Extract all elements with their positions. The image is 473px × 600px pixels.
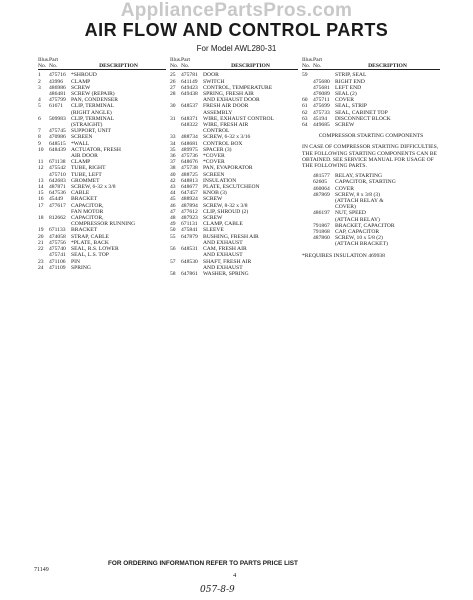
part-number: 648537: [181, 103, 198, 110]
part-number: 43996: [49, 78, 63, 85]
part-number: 471109: [49, 264, 66, 271]
part-description: STRIP, SEAL: [335, 72, 367, 79]
illus-number: 58: [170, 270, 176, 277]
illus-number: 15: [38, 190, 44, 197]
part-number: 647861: [181, 270, 198, 277]
part-number: 671131: [181, 221, 198, 228]
part-number: 487923: [181, 215, 198, 222]
part-description: NUT, SPEED: [335, 210, 366, 217]
part-number: 475699: [313, 103, 330, 110]
part-number: 791867: [313, 222, 330, 229]
illus-number: 64: [302, 122, 308, 129]
header-no: No.: [38, 63, 47, 70]
part-number: 475741: [49, 252, 66, 259]
part-description: BRACKET: [71, 196, 98, 203]
illus-number: 12: [38, 165, 44, 172]
illus-number: 18: [38, 215, 44, 222]
part-description: INSULATION: [203, 177, 237, 184]
part-description: SHAFT, FRESH AIR: [203, 258, 252, 265]
illus-number: 23: [38, 258, 44, 265]
part-description: *PLATE, BACK: [71, 239, 109, 246]
illus-number: 27: [170, 84, 176, 91]
part-number: [313, 241, 335, 247]
part-description: CAPACITOR,: [71, 202, 104, 209]
part-number: 474058: [49, 233, 66, 240]
illus-number: 21: [38, 239, 44, 246]
parts-list: [170, 72, 298, 277]
part-number: 475740: [49, 246, 66, 253]
illus-number: 6: [38, 115, 41, 122]
part-description: PAN, CONDENSER: [71, 97, 119, 104]
part-description: *COVER: [203, 153, 225, 160]
illus-number: 13: [38, 177, 44, 184]
part-description: CLIP, SHROUD (2): [203, 208, 249, 215]
part-description: GROMMET: [71, 177, 100, 184]
part-description: CLAMP: [71, 78, 91, 85]
part-description: AND EXHAUST DOOR: [203, 97, 260, 104]
part-description: STRAP, CABLE: [71, 233, 109, 240]
part-number: 475710: [49, 171, 66, 178]
part-description: *COVER: [203, 159, 225, 166]
part-description: AIR DOOR: [71, 153, 98, 160]
part-number: 475738: [181, 165, 198, 172]
part-number: 487871: [49, 184, 66, 191]
part-description: COVER: [335, 97, 354, 104]
part-description: SCREEN: [71, 134, 93, 141]
part-description: CLAMP: [71, 159, 91, 166]
part-number: 477612: [181, 208, 198, 215]
part-number: 812662: [49, 215, 66, 222]
part-number: 460064: [313, 185, 330, 192]
part-description: (ATTACH RELAY &: [335, 198, 384, 205]
part-number: 470986: [49, 134, 66, 141]
part-description: PLATE, ESCUTCHEON: [203, 184, 260, 191]
header-part: Part: [313, 57, 323, 63]
illus-number: 56: [170, 246, 176, 253]
header-description: DESCRIPTION: [99, 63, 138, 70]
part-number: 648531: [181, 246, 198, 253]
part-number: 475681: [313, 84, 330, 91]
part-number: 647536: [49, 190, 66, 197]
part-description: WIRE, EXHAUST CONTROL: [203, 115, 274, 122]
watermark: AppliancePartsPros.com: [120, 0, 353, 21]
illus-number: 42: [170, 177, 176, 184]
illus-number: 36: [170, 153, 176, 160]
part-description: CLIP, TERMINAL: [71, 115, 115, 122]
part-description: RELAY, STARTING: [335, 173, 383, 180]
part-number: 642683: [49, 177, 66, 184]
part-number: 45449: [49, 196, 63, 203]
part-number: 648371: [181, 115, 198, 122]
header-part: Part: [49, 57, 59, 63]
illus-number: 37: [170, 159, 176, 166]
part-number: 475711: [313, 97, 330, 104]
illus-number: 40: [170, 171, 176, 178]
part-number: 648530: [181, 258, 198, 265]
illus-number: 5: [38, 103, 41, 110]
part-number: 449685: [313, 122, 330, 129]
part-description: (RIGHT ANGLE): [71, 109, 112, 116]
part-description: FRESH AIR DOOR: [203, 103, 249, 110]
illus-number: 17: [38, 202, 44, 209]
part-description: ACTUATOR, FRESH: [71, 146, 121, 153]
part-description: AND EXHAUST: [203, 264, 243, 271]
part-row: [38, 265, 166, 271]
part-description: SCREW: [203, 196, 223, 203]
part-number: 475680: [313, 78, 330, 85]
illus-number: 7: [38, 128, 41, 135]
part-description: CAPACITOR,: [71, 215, 104, 222]
part-description: CAM, FRESH AIR: [203, 246, 247, 253]
part-number: 45194: [313, 115, 327, 122]
part-number: 648515: [49, 140, 66, 147]
part-description: SUPPORT, UNIT: [71, 128, 111, 135]
part-description: BUSHING, FRESH AIR: [203, 233, 259, 240]
part-description: *SHROUD: [71, 72, 97, 79]
compressor-parts-list: [302, 173, 440, 247]
illus-number: 26: [170, 78, 176, 85]
part-description: CONTROL BOX: [203, 140, 243, 147]
part-number: 648677: [181, 184, 198, 191]
part-description: SCREEN: [203, 171, 225, 178]
illus-number: 30: [170, 103, 176, 110]
part-number: 648813: [181, 177, 198, 184]
part-description: LEFT END: [335, 84, 362, 91]
illus-number: 9: [38, 140, 41, 147]
part-description: (STRAIGHT): [71, 122, 103, 129]
illus-number: 47: [170, 208, 176, 215]
part-number: 648439: [49, 146, 66, 153]
illus-number: 31: [170, 115, 176, 122]
part-number: 671133: [49, 227, 66, 234]
part-number: 486481: [49, 91, 66, 98]
illus-number: 1: [38, 72, 41, 79]
part-description: SCREW, 10 x 5/8 (2): [335, 235, 383, 242]
part-description: SCREW: [71, 84, 91, 91]
illus-number: 19: [38, 227, 44, 234]
part-number: 647879: [181, 233, 198, 240]
part-description: SPRING: [71, 264, 91, 271]
illus-number: 28: [170, 91, 176, 98]
parts-list: [38, 72, 166, 271]
part-number: 61671: [49, 103, 63, 110]
part-description: ASSEMBLY: [203, 109, 233, 116]
illus-number: 10: [38, 146, 44, 153]
illus-number: 62: [302, 109, 308, 116]
insulation-footnote: *REQUIRES INSULATION 469938: [302, 252, 385, 259]
part-row: [302, 122, 440, 128]
part-number: 475733: [313, 109, 330, 116]
part-number: 648676: [181, 159, 198, 166]
part-description: (ATTACH RELAY): [335, 216, 380, 223]
parts-column-3: [302, 57, 440, 259]
part-description: CABLE: [71, 190, 90, 197]
part-description: SEAL, STRIP: [335, 103, 368, 110]
page-title: AIR FLOW AND CONTROL PARTS: [84, 20, 389, 40]
illus-number: 25: [170, 72, 176, 79]
part-number: 648322: [181, 122, 198, 129]
part-description: FAN MOTOR: [71, 208, 104, 215]
header-part: Part: [181, 57, 191, 63]
part-description: SLEEVE: [203, 227, 224, 234]
header-row-2: [170, 63, 298, 70]
illus-number: 11: [38, 159, 44, 166]
header-illus: Illus.: [38, 57, 50, 63]
illus-number: 44: [170, 190, 176, 197]
part-number: 649438: [181, 91, 198, 98]
part-description: CAP, CAPACITOR: [335, 229, 380, 236]
header-no: No.: [170, 63, 179, 70]
part-number: 475841: [181, 227, 198, 234]
part-description: SEAL, L.S. TOP: [71, 252, 109, 259]
illus-number: 63: [302, 115, 308, 122]
part-number: 487894: [181, 202, 198, 209]
part-description: SCREW: [335, 122, 355, 129]
illus-number: 34: [170, 140, 176, 147]
model-line: For Model AWL280-31: [196, 44, 277, 53]
part-description: KNOB (3): [203, 190, 227, 197]
illus-number: 8: [38, 134, 41, 141]
part-description: BRACKET: [71, 227, 98, 234]
illus-number: 50: [170, 227, 176, 234]
part-number: 671138: [49, 159, 66, 166]
part-description: SPACER (3): [203, 146, 232, 153]
part-number: 509983: [49, 115, 66, 122]
part-number: 648681: [181, 140, 198, 147]
illus-number: 55: [170, 233, 176, 240]
part-description: CAPACITOR, STARTING: [335, 179, 396, 186]
part-number: 475542: [49, 165, 66, 172]
part-description: CONTROL: [203, 128, 230, 135]
part-description: BRACKET, CAPACITOR: [335, 222, 395, 229]
part-description: AND EXHAUST: [203, 252, 243, 259]
illus-number: 35: [170, 146, 176, 153]
part-number: 481577: [313, 173, 330, 180]
part-number: 647457: [181, 190, 198, 197]
part-number: 62605: [313, 179, 327, 186]
header-partno: No.: [181, 63, 190, 70]
part-description: SCREW (REPAIR): [71, 91, 115, 98]
part-number: 488734: [181, 134, 198, 141]
part-description: DISCONNECT BLOCK: [335, 115, 391, 122]
part-number: 475716: [49, 72, 66, 79]
illus-number: 61: [302, 103, 308, 110]
part-description: RIGHT END: [335, 78, 365, 85]
part-number: 486197: [313, 210, 330, 217]
part-number: 649423: [181, 84, 198, 91]
parts-column-1: [38, 57, 166, 271]
illus-number: 14: [38, 184, 44, 191]
illus-number: 45: [170, 196, 176, 203]
part-description: SCREW, 6-32 x 3/8: [71, 184, 116, 191]
part-number: 487860: [313, 235, 330, 242]
part-number: 475781: [181, 72, 198, 79]
illus-number: 20: [38, 233, 44, 240]
document-code: 71149: [34, 567, 49, 573]
illus-number: 16: [38, 196, 44, 203]
illus-number: 2: [38, 78, 41, 85]
illus-number: 46: [170, 202, 176, 209]
part-description: COVER): [335, 204, 356, 211]
part-number: 475736: [181, 153, 198, 160]
part-number: 486986: [49, 84, 66, 91]
part-description: TUBE, RIGHT: [71, 165, 106, 172]
part-number: 641149: [181, 78, 198, 85]
part-description: (ATTACH BRACKET): [335, 241, 388, 248]
part-description: SEAL, CABINET TOP: [335, 109, 388, 116]
part-description: SCREW, 6-32 x 3/16: [203, 134, 251, 141]
compressor-intro: IN CASE OF COMPRESSOR STARTING DIFFICULTIES, THE FOLLOWING STARTING COMPONENTS CAN BE OBTAINED. SEE SERVICE MANUAL FOR USAGE OF THE FOLLOWING PARTS.: [302, 144, 439, 170]
illus-number: 59: [302, 72, 308, 79]
part-number: 475799: [49, 97, 66, 104]
part-description: SEAL, R.S. LOWER: [71, 246, 119, 253]
page-number: 4: [233, 572, 237, 579]
part-number: 488924: [181, 196, 198, 203]
part-row: [302, 241, 440, 247]
compressor-heading: COMPRESSOR STARTING COMPONENTS: [318, 133, 424, 140]
header-illus: Illus.: [302, 57, 314, 63]
part-description: SWITCH: [203, 78, 225, 85]
part-description: CONTROL, TEMPERATURE: [203, 84, 273, 91]
header-illus: Illus.: [170, 57, 182, 63]
illus-number: 22: [38, 246, 44, 253]
ordering-note: FOR ORDERING INFORMATION REFER TO PARTS PRICE LIST: [108, 560, 298, 567]
part-number: 471106: [49, 258, 66, 265]
part-number: 489975: [181, 146, 198, 153]
part-description: PIN: [71, 258, 81, 265]
part-number: 476089: [313, 91, 330, 98]
header-description: DESCRIPTION: [368, 63, 407, 70]
illus-number: 57: [170, 258, 176, 265]
header-row-2: [38, 63, 166, 70]
illus-number: 43: [170, 184, 176, 191]
part-row: [170, 271, 298, 277]
part-description: *WALL: [71, 140, 90, 147]
header-row-2: [302, 63, 440, 70]
part-description: CLIP, TERMINAL: [71, 103, 115, 110]
part-description: WIRE, FRESH AIR: [203, 122, 249, 129]
illus-number: 3: [38, 84, 41, 91]
part-number: 475756: [49, 239, 66, 246]
parts-list: [302, 72, 440, 128]
header-description: DESCRIPTION: [231, 63, 270, 70]
part-description: AND EXHAUST: [203, 239, 243, 246]
part-description: PAN, EVAPORATOR: [203, 165, 253, 172]
handwritten-note: 057-8-9: [200, 585, 235, 595]
part-description: DOOR: [203, 72, 219, 79]
illus-number: 60: [302, 97, 308, 104]
part-description: CLAMP, CABLE: [203, 221, 243, 228]
part-description: TUBE, LEFT: [71, 171, 102, 178]
part-description: WASHER, SPRING: [203, 270, 249, 277]
illus-number: 24: [38, 264, 44, 271]
part-description: SCREW, 8 x 3/8 (3): [335, 191, 381, 198]
header-no: No.: [302, 63, 311, 70]
part-description: COMPRESSOR RUNNING: [71, 221, 136, 228]
part-number: 477617: [49, 202, 66, 209]
part-description: COVER: [335, 185, 354, 192]
header-partno: No.: [313, 63, 322, 70]
illus-number: 49: [170, 221, 176, 228]
parts-column-2: [170, 57, 298, 277]
part-description: SPRING, FRESH AIR: [203, 91, 254, 98]
part-description: SCREW, 8-32 x 3/8: [203, 202, 248, 209]
illus-number: 33: [170, 134, 176, 141]
part-description: SCREW: [203, 215, 223, 222]
part-number: 791868: [313, 229, 330, 236]
part-description: SEAL (2): [335, 91, 357, 98]
part-number: 475745: [49, 128, 66, 135]
illus-number: [302, 241, 313, 247]
illus-number: 4: [38, 97, 41, 104]
illus-number: 48: [170, 215, 176, 222]
part-number: 488725: [181, 171, 198, 178]
part-number: 487869: [313, 191, 330, 198]
header-partno: No.: [49, 63, 58, 70]
illus-number: 38: [170, 165, 176, 172]
